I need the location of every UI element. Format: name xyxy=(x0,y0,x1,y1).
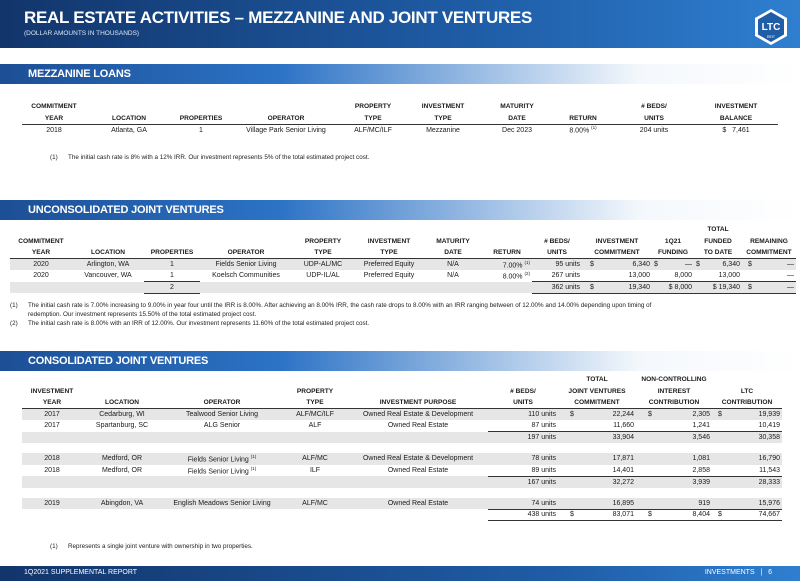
logo-text: LTC xyxy=(761,22,781,33)
unconsolidated-section-title: UNCONSOLIDATED JOINT VENTURES xyxy=(28,204,224,216)
consolidated-header-row-0: TOTAL NON-CONTROLLING xyxy=(586,376,707,384)
unconsolidated-header-row-1: COMMITMENT PROPERTY INVESTMENT MATURITY # BEDS/ INVESTMENT 1Q21 FUNDED REMAINING xyxy=(18,237,788,245)
unconsolidated-footnote-2: (2) The initial cash rate is 8.00% with an IRR of 12.00%. Our investment represents 11.60% of the total estimated project cost. xyxy=(10,320,370,327)
spacer-row xyxy=(22,443,782,453)
subtotal-row: 167 units 32,272 3,939 28,333 xyxy=(22,476,782,488)
mezzanine-header-row-2: YEAR LOCATION PROPERTIES OPERATOR TYPE TYPE DATE RETURN UNITS BALANCE xyxy=(22,113,778,125)
ltc-logo-icon xyxy=(752,8,790,46)
mezzanine-loans-table xyxy=(22,101,778,136)
page-title: REAL ESTATE ACTIVITIES – MEZZANINE AND JOINT VENTURES xyxy=(24,8,532,27)
unconsolidated-footnote-1-cont: redemption. Our investment represents 15.50% of the total estimated project cost. xyxy=(28,311,257,318)
table-row: 2018 Atlanta, GA 1 Village Park Senior Living ALF/MC/ILF Mezzanine Dec 2023 8.00% $^{(1)}$ 204 units $ 7,461 xyxy=(46,125,750,135)
page-footer xyxy=(0,566,800,581)
consolidated-footnote: (1) Represents a single joint venture with ownership in two properties. xyxy=(50,543,253,550)
consolidated-section-title: CONSOLIDATED JOINT VENTURES xyxy=(28,355,209,367)
spacer-row xyxy=(22,488,782,498)
consolidated-total-row: 438 units $ 83,071 $ 8,404 $ 74,667 xyxy=(22,509,782,521)
consolidated-jv-table xyxy=(22,374,782,521)
table-row: 2018 Medford, OR Fields Senior Living $^{(1)}$ ALF/MC Owned Real Estate & Development 78 units 17,871 1,081 16,790 xyxy=(22,453,782,465)
table-row: 2018 Medford, OR Fields Senior Living $^{(1)}$ ILF Owned Real Estate 89 units 14,401 2,858 11,543 xyxy=(44,465,780,475)
consolidated-header-row-1: INVESTMENT PROPERTY # BEDS/ JOINT VENTURES INTEREST LTC xyxy=(30,387,754,395)
unconsolidated-section-header xyxy=(0,200,800,220)
report-name: 1Q2021 SUPPLEMENTAL REPORT xyxy=(24,569,138,576)
unconsolidated-header-row-2: YEAR LOCATION PROPERTIES OPERATOR TYPE TYPE DATE RETURN UNITS COMMITMENT FUNDING TO DATE COMMITMENT xyxy=(10,247,796,259)
table-row: 2019 Abingdon, VA English Meadows Senior Living ALF/MC Owned Real Estate 74 units 16,895 919 15,976 xyxy=(22,498,782,510)
mezzanine-footnote: (1) The initial cash rate is 8% with a 12% IRR. Our investment represents 5% of the total estimated project cost. xyxy=(50,154,370,161)
mezzanine-section-header xyxy=(0,64,800,84)
subtotal-row: 197 units 33,904 3,546 30,358 xyxy=(22,432,782,444)
consolidated-section-header xyxy=(0,351,800,371)
page-number: INVESTMENTS | 6 xyxy=(704,569,772,576)
table-row: 2017 Spartanburg, SC ALG Senior ALF Owned Real Estate 87 units 11,660 1,241 10,419 xyxy=(22,420,782,432)
page-header xyxy=(0,0,800,48)
table-row: 2020 Vancouver, WA 1 Koelsch Communities UDP-IL/AL Preferred Equity N/A 8.00% $^{(2)}$ 267 units 13,000 8,000 13,000 — xyxy=(33,271,794,281)
unconsolidated-total-row: 2 362 units $ 19,340 $ 8,000 $ 19,340 $ — xyxy=(10,282,796,294)
logo-subtext: REIT xyxy=(767,35,775,39)
mezzanine-section-title: MEZZANINE LOANS xyxy=(28,68,131,80)
mezzanine-header-row-1: COMMITMENT PROPERTY INVESTMENT MATURITY # BEDS/ INVESTMENT xyxy=(31,103,758,111)
table-row: 2020 Arlington, WA 1 Fields Senior Living UDP-AL/MC Preferred Equity N/A 7.00% $^{(1)}$ 95 units $ 6,340 $ — $ 6,340 $ — xyxy=(10,259,796,271)
consolidated-header-row-2: YEAR LOCATION OPERATOR TYPE INVESTMENT PURPOSE UNITS COMMITMENT CONTRIBUTION CONTRIBUTION xyxy=(22,397,782,409)
unconsolidated-footnote-1: (1) The initial cash rate is 7.00% increasing to 9.00% in year four until the IRR is 8.00%. After achieving an 8.00% IRR, the cash rate drops to 8.00% with an IRR ranging between of 12.00% and 14.00% depending upon timing of xyxy=(10,302,652,309)
unconsolidated-header-row-0: TOTAL xyxy=(707,226,729,234)
unconsolidated-jv-table xyxy=(10,224,796,294)
page-subtitle: (DOLLAR AMOUNTS IN THOUSANDS) xyxy=(24,30,140,37)
table-row: 2017 Cedarburg, WI Tealwood Senior Living ALF/MC/ILF Owned Real Estate & Development 110 units $ 22,244 $ 2,305 $ 19,939 xyxy=(22,409,782,421)
